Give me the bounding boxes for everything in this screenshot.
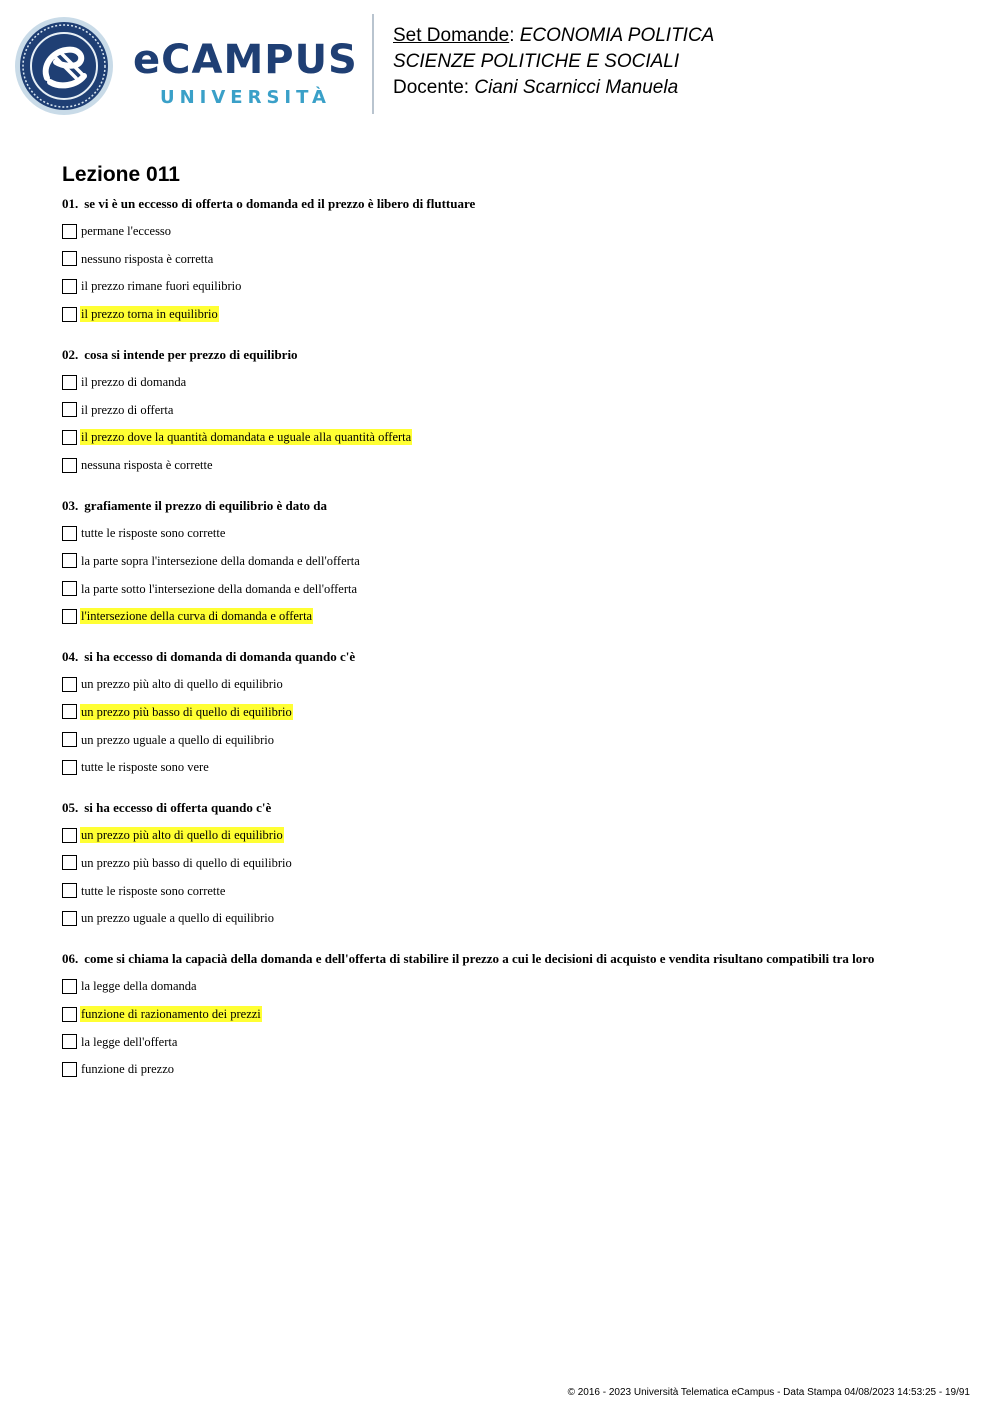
question-title [62, 346, 962, 364]
answer-option[interactable] [62, 304, 962, 324]
question-block [62, 195, 962, 324]
answer-text: un prezzo uguale a quello di equilibrio [81, 911, 274, 926]
question-text: si ha eccesso di domanda di domanda quando c'è [84, 649, 356, 665]
answer-checkbox[interactable] [62, 677, 77, 692]
question-number: 05. [62, 800, 79, 816]
teacher-label: Docente [393, 77, 464, 98]
answer-checkbox[interactable] [62, 307, 77, 322]
answer-checkbox[interactable] [62, 1034, 77, 1049]
answer-option[interactable] [62, 976, 962, 996]
question-title [62, 195, 962, 213]
set-line: Set Domande: ECONOMIA POLITICA [393, 25, 715, 46]
answer-text: il prezzo di offerta [81, 402, 174, 417]
set-label: Set Domande [393, 25, 510, 46]
answer-option[interactable] [62, 221, 962, 241]
answer-checkbox[interactable] [62, 1062, 77, 1077]
teacher-line: Docente: Ciani Scarnicci Manuela [393, 77, 679, 98]
answer-checkbox[interactable] [62, 430, 77, 445]
question-block [62, 799, 962, 928]
answer-text: un prezzo più basso di quello di equilibrio [81, 855, 292, 870]
correct-answer-text: l'intersezione della curva di domanda e offerta [81, 609, 313, 624]
question-block [62, 648, 962, 777]
answer-checkbox[interactable] [62, 732, 77, 747]
teacher-name: Ciani Scarnicci Manuela [474, 77, 679, 98]
answer-checkbox[interactable] [62, 581, 77, 596]
answer-option[interactable] [62, 372, 962, 392]
question-block [62, 950, 962, 1079]
course-info [393, 23, 714, 101]
answer-text: un prezzo più alto di quello di equilibrio [81, 677, 283, 692]
answer-option[interactable] [62, 825, 962, 845]
answer-option[interactable] [62, 551, 962, 571]
answer-option[interactable] [62, 1059, 962, 1079]
answer-text: funzione di prezzo [81, 1062, 175, 1077]
document-header [0, 0, 1000, 130]
question-number: 03. [62, 498, 79, 514]
answer-option[interactable] [62, 249, 962, 269]
answer-text: tutte le risposte sono vere [81, 760, 209, 775]
question-title [62, 497, 962, 515]
answer-text: il prezzo di domanda [81, 375, 187, 390]
answer-checkbox[interactable] [62, 883, 77, 898]
answer-text: il prezzo rimane fuori equilibrio [81, 279, 242, 294]
answer-checkbox[interactable] [62, 704, 77, 719]
answer-text: la parte sotto l'intersezione della domanda e dell'offerta [81, 581, 358, 596]
answer-option[interactable] [62, 702, 962, 722]
answer-option[interactable] [62, 427, 962, 447]
lesson-title: Lezione 011 [62, 163, 180, 186]
question-title [62, 799, 962, 817]
answer-checkbox[interactable] [62, 855, 77, 870]
answer-checkbox[interactable] [62, 402, 77, 417]
answer-option[interactable] [62, 1032, 962, 1052]
answer-text: nessuna risposta è corrette [81, 458, 213, 473]
page-footer: © 2016 - 2023 Università Telematica eCampus - Data Stampa 04/08/2023 14:53:25 - 19/91 [567, 1387, 970, 1398]
answer-option[interactable] [62, 400, 962, 420]
logo-subtitle: UNIVERSITÀ [160, 87, 331, 108]
answer-option[interactable] [62, 606, 962, 626]
question-text: grafiamente il prezzo di equilibrio è dato da [84, 498, 328, 514]
faculty-name: SCIENZE POLITICHE E SOCIALI [393, 51, 680, 72]
answer-option[interactable] [62, 908, 962, 928]
correct-answer-text: il prezzo dove la quantità domandata e uguale alla quantità offerta [81, 430, 412, 445]
answer-checkbox[interactable] [62, 224, 77, 239]
answer-option[interactable] [62, 757, 962, 777]
answer-checkbox[interactable] [62, 553, 77, 568]
correct-answer-text: funzione di razionamento dei prezzi [81, 1007, 261, 1021]
answer-option[interactable] [62, 579, 962, 599]
answer-text: la legge della domanda [81, 979, 197, 994]
answer-checkbox[interactable] [62, 911, 77, 926]
header-divider [372, 14, 374, 114]
answer-text: tutte le risposte sono corrette [81, 526, 226, 541]
ecampus-seal-icon [14, 16, 124, 116]
question-block [62, 346, 962, 475]
answer-text: la parte sopra l'intersezione della domanda e dell'offerta [81, 553, 360, 568]
correct-answer-text: un prezzo più alto di quello di equilibrio [81, 828, 283, 843]
question-number: 06. [62, 951, 79, 967]
question-block [62, 497, 962, 626]
question-number: 04. [62, 649, 79, 665]
answer-text: tutte le risposte sono corrette [81, 883, 226, 898]
answer-option[interactable] [62, 674, 962, 694]
answer-checkbox[interactable] [62, 1007, 77, 1022]
answer-text: la legge dell'offerta [81, 1034, 178, 1049]
logo-brand: eCAMPUS [133, 37, 358, 83]
answer-checkbox[interactable] [62, 526, 77, 541]
answer-text: nessuno risposta è corretta [81, 251, 214, 266]
course-name: ECONOMIA POLITICA [519, 25, 715, 46]
question-text: si ha eccesso di offerta quando c'è [84, 800, 272, 816]
answer-option[interactable] [62, 276, 962, 296]
answer-option[interactable] [62, 853, 962, 873]
answer-option[interactable] [62, 881, 962, 901]
question-title [62, 950, 962, 968]
answer-checkbox[interactable] [62, 279, 77, 294]
answer-text: un prezzo uguale a quello di equilibrio [81, 732, 274, 747]
correct-answer-text: il prezzo torna in equilibrio [81, 307, 218, 322]
answer-checkbox[interactable] [62, 760, 77, 775]
answer-option[interactable] [62, 455, 962, 475]
question-title [62, 648, 962, 666]
answer-option[interactable] [62, 730, 962, 750]
faculty-line [393, 49, 714, 75]
answer-checkbox[interactable] [62, 979, 77, 994]
answer-checkbox[interactable] [62, 251, 77, 266]
correct-answer-text: un prezzo più basso di quello di equilibrio [81, 704, 292, 719]
question-text: come si chiama la capacià della domanda e dell'offerta di stabilire il prezzo a cui le decisioni di acquisto e vendita risultano compatibili tra loro [84, 951, 875, 967]
answer-checkbox[interactable] [62, 458, 77, 473]
answer-option[interactable] [62, 523, 962, 543]
answer-checkbox[interactable] [62, 609, 77, 624]
answer-option[interactable] [62, 1004, 962, 1024]
question-text: se vi è un eccesso di offerta o domanda ed il prezzo è libero di fluttuare [84, 196, 476, 211]
answer-checkbox[interactable] [62, 375, 77, 390]
question-number: 02. [62, 347, 79, 363]
question-number: 01. [62, 196, 79, 211]
answer-checkbox[interactable] [62, 828, 77, 843]
question-list [62, 195, 962, 1101]
answer-text: permane l'eccesso [81, 224, 172, 238]
question-text: cosa si intende per prezzo di equilibrio [84, 347, 298, 363]
